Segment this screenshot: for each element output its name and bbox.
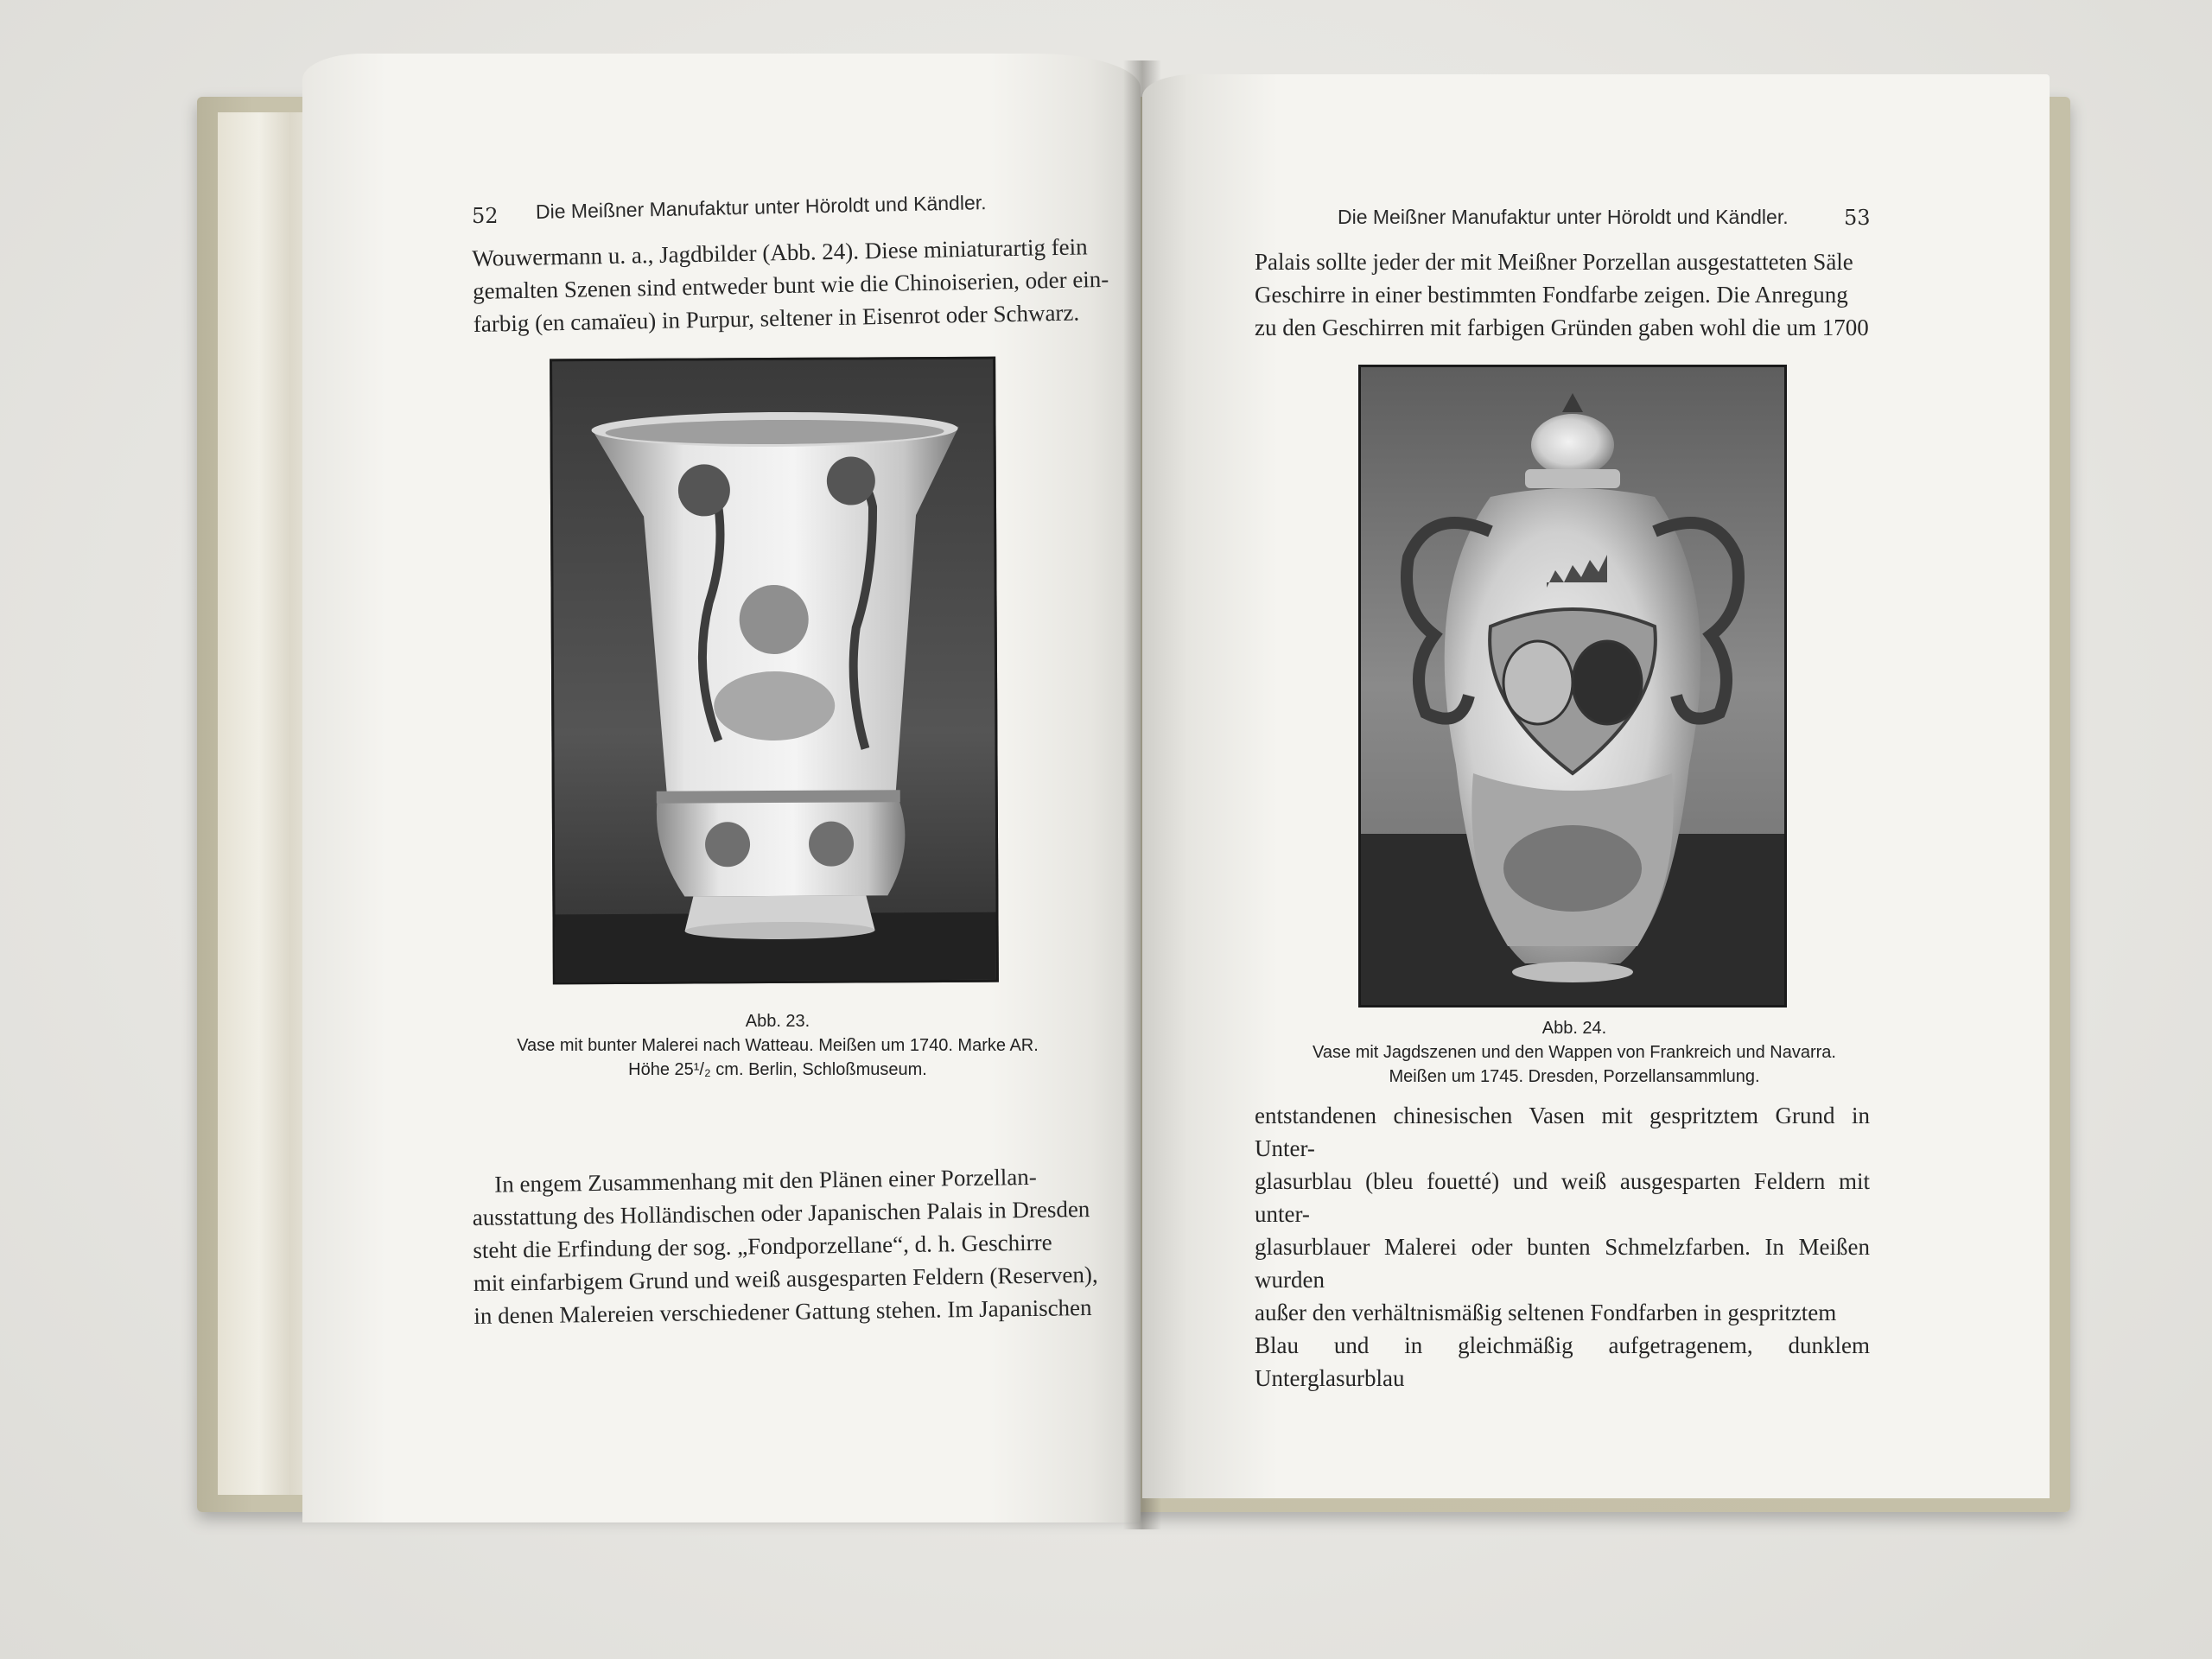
figure-label: Abb. 23.	[745, 1012, 810, 1031]
text-line: Blau und in gleichmäßig aufgetragenem, dunklem Unterglasurblau	[1255, 1332, 1870, 1391]
text-line: Wouwermann u. a., Jagdbilder (Abb. 24). Diese miniaturartig fein	[472, 233, 1088, 271]
right-page	[1142, 74, 2050, 1498]
text-line: glasurblau (bleu fouetté) und weiß ausgesparten Feldern mit unter-	[1255, 1168, 1870, 1227]
figure-caption	[467, 1009, 1089, 1082]
caption-line: Vase mit Jagdszenen und den Wappen von Frankreich und Navarra.	[1313, 1043, 1836, 1062]
body-paragraph	[1255, 1099, 1870, 1395]
vase-illustration	[1361, 367, 1784, 1005]
text-line: Palais sollte jeder der mit Meißner Porzellan ausgestatteten Säle	[1255, 249, 1853, 275]
text-line: entstandenen chinesischen Vasen mit gespritztem Grund in Unter-	[1255, 1103, 1870, 1161]
running-header: Die Meißner Manufaktur unter Höroldt und Kändler.	[1338, 206, 1789, 228]
caption-line: Höhe 25¹/₂ cm. Berlin, Schloßmuseum.	[628, 1060, 927, 1079]
text-line: zu den Geschirren mit farbigen Gründen gaben wohl die um 1700	[1255, 315, 1869, 340]
text-line: In engem Zusammenhang mit den Plänen einer Porzellan-	[494, 1163, 1037, 1198]
text-line: gemalten Szenen sind entweder bunt wie die Chinoiserien, oder ein-	[472, 265, 1109, 304]
text-line: mit einfarbigem Grund und weiß ausgesparten Feldern (Reserven),	[473, 1261, 1098, 1296]
text-line: steht die Erfindung der sog. „Fondporzellane“, d. h. Geschirre	[473, 1229, 1052, 1263]
body-paragraph	[472, 1159, 1131, 1332]
text-line: Geschirre in einer bestimmten Fondfarbe zeigen. Die Anregung	[1255, 282, 1848, 308]
running-header: Die Meißner Manufaktur unter Höroldt und Kändler.	[535, 191, 987, 223]
text-line: farbig (en camaïeu) in Purpur, seltener in Eisenrot oder Schwarz.	[473, 299, 1080, 337]
figure-photo-vase-jagdszenen	[1358, 365, 1787, 1007]
vase-illustration	[552, 359, 996, 982]
page-number: 52	[472, 204, 499, 228]
figure-photo-vase-watteau	[550, 357, 999, 985]
page-number: 53	[1844, 206, 1871, 230]
text-line: außer den verhältnismäßig seltenen Fondfarben in gespritztem	[1255, 1300, 1837, 1325]
text-line: glasurblauer Malerei oder bunten Schmelzfarben. In Meißen wurden	[1255, 1234, 1870, 1293]
intro-paragraph	[1255, 245, 1870, 344]
text-line: in denen Malereien verschiedener Gattung stehen. Im Japanischen	[474, 1294, 1092, 1329]
figure-caption	[1246, 1016, 1903, 1089]
caption-line: Meißen um 1745. Dresden, Porzellansammlung.	[1389, 1067, 1760, 1086]
figure-label: Abb. 24.	[1541, 1019, 1607, 1038]
intro-paragraph	[472, 229, 1130, 340]
caption-line: Vase mit bunter Malerei nach Watteau. Meißen um 1740. Marke AR.	[517, 1036, 1039, 1055]
left-page	[302, 54, 1141, 1522]
text-line: ausstattung des Holländischen oder Japanischen Palais in Dresden	[472, 1196, 1090, 1230]
